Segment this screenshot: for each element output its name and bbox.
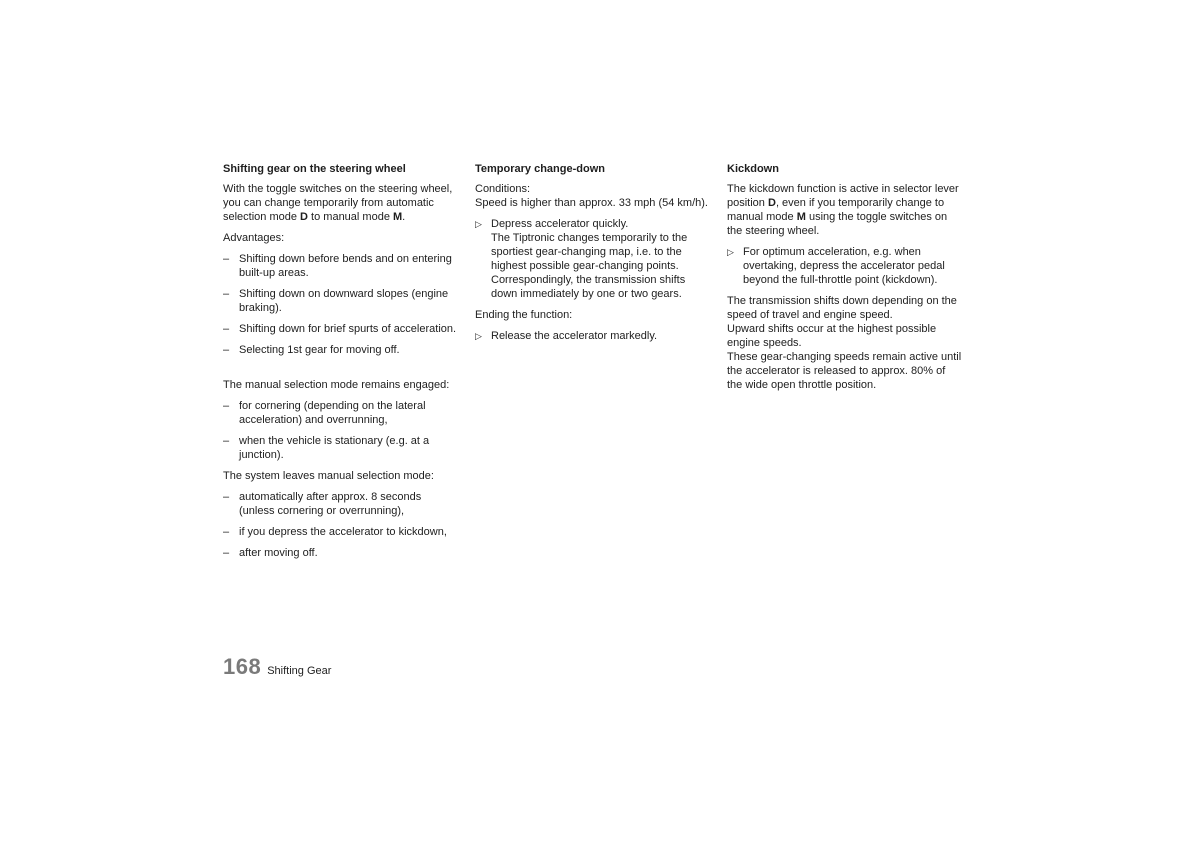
advantages-label: Advantages: <box>223 232 285 244</box>
triangle-bullet-icon: ▷ <box>727 247 734 257</box>
list-item: – when the vehicle is stationary (e.g. at a junction). <box>223 434 459 462</box>
triangle-bullet-icon: ▷ <box>475 331 482 341</box>
list-item <box>475 217 711 301</box>
intro-paragraph <box>223 182 459 224</box>
triangle-bullet-icon: ▷ <box>475 219 482 229</box>
mode-d-label: D <box>767 197 776 209</box>
conditions-label: Conditions: <box>475 183 531 195</box>
steps-list <box>475 329 711 343</box>
column-temporary-change-down <box>475 162 711 350</box>
intro-text: The kickdown function is active in selector lever position <box>727 183 959 209</box>
mode-m-label: M <box>796 211 806 223</box>
paragraph-line: The transmission shifts down depending on the speed of travel and engine speed. <box>727 295 957 321</box>
leaves-list <box>223 490 459 560</box>
step-body: The Tiptronic changes temporarily to the sportiest gear-changing map, i.e. to the highest possible gear-changing points. Correspondingly, the transmission shifts down immediately by one or two gears. <box>491 232 688 300</box>
intro-text: using the toggle switches on the steering wheel. <box>727 211 948 237</box>
mode-m-label: M <box>393 211 403 223</box>
kickdown-paragraph <box>727 294 963 392</box>
section-heading: Kickdown <box>727 163 779 175</box>
list-item: – Shifting down before bends and on entering built-up areas. <box>223 252 459 280</box>
list-item: – for cornering (depending on the lateral acceleration) and overrunning, <box>223 399 459 427</box>
spacer <box>223 364 459 378</box>
intro-text: to manual mode <box>308 211 393 223</box>
page-footer <box>223 654 332 679</box>
section-heading: Shifting gear on the steering wheel <box>223 163 406 175</box>
column-shifting-gear <box>223 162 459 567</box>
conditions-paragraph <box>475 182 711 210</box>
step-title: Release the accelerator markedly. <box>491 330 658 342</box>
paragraph-line: Upward shifts occur at the highest possible engine speeds. <box>727 323 937 349</box>
remains-list <box>223 399 459 462</box>
list-item <box>475 329 711 343</box>
list-item <box>727 245 963 287</box>
list-item: – after moving off. <box>223 546 459 560</box>
remains-label: The manual selection mode remains engaged: <box>223 379 450 391</box>
list-item: – automatically after approx. 8 seconds (unless cornering or overrunning), <box>223 490 459 518</box>
intro-text: , even if you temporarily change to manual mode <box>727 197 945 223</box>
step-title: For optimum acceleration, e.g. when overtaking, depress the accelerator pedal beyond the full-throttle point (kickdown). <box>743 246 945 286</box>
paragraph-line: These gear-changing speeds remain active until the accelerator is released to approx. 80% of the wide open throttle position. <box>727 351 962 391</box>
list-item: – Shifting down on downward slopes (engine braking). <box>223 287 459 315</box>
step-title: Depress accelerator quickly. <box>491 218 629 230</box>
advantages-list <box>223 252 459 357</box>
steps-list <box>727 245 963 287</box>
steps-list <box>475 217 711 301</box>
running-section-title: Shifting Gear <box>267 665 332 677</box>
intro-paragraph <box>727 182 963 238</box>
list-item: – Shifting down for brief spurts of acceleration. <box>223 322 459 336</box>
conditions-text: Speed is higher than approx. 33 mph (54 km/h). <box>475 197 708 209</box>
intro-text: . <box>402 211 406 223</box>
ending-label: Ending the function: <box>475 309 573 321</box>
list-item: – if you depress the accelerator to kickdown, <box>223 525 459 539</box>
leaves-label: The system leaves manual selection mode: <box>223 470 434 482</box>
column-kickdown <box>727 162 963 399</box>
section-heading: Temporary change-down <box>475 163 605 175</box>
page-number: 168 <box>223 654 262 679</box>
list-item: – Selecting 1st gear for moving off. <box>223 343 459 357</box>
intro-text: With the toggle switches on the steering wheel, you can change temporarily from automatic selection mode <box>223 183 453 223</box>
mode-d-label: D <box>300 211 308 223</box>
